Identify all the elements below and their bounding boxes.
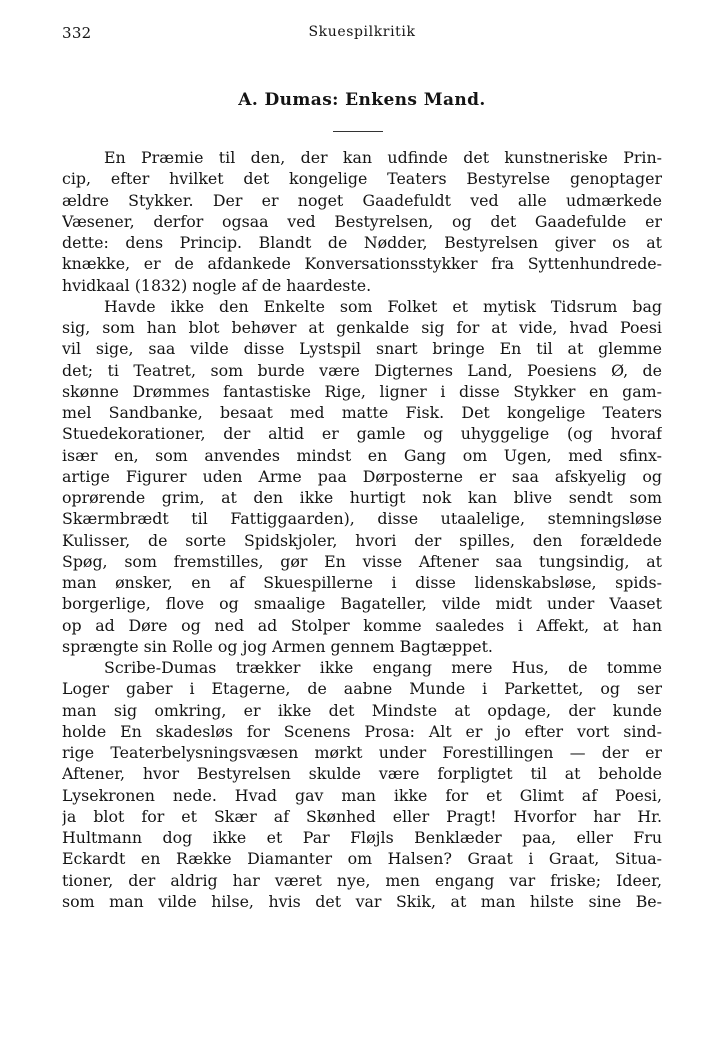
text-line: Scribe-Dumas trækker ikke engang mere Hus, de tomme	[104, 658, 662, 677]
article-title: A. Dumas: Enkens Mand.	[238, 90, 486, 110]
title-divider	[333, 131, 383, 132]
text-line: Eckardt en Række Diamanter om Halsen? Graat i Graat, Situa-	[62, 849, 662, 869]
text-line: borgerlige, flove og smaalige Bagateller, vilde midt under Vaaset	[62, 594, 662, 614]
page-number: 332	[62, 24, 92, 42]
text-line: især en, som anvendes mindst en Gang om Ugen, med sfinx-	[62, 445, 662, 465]
text-line: Havde ikke den Enkelte som Folket et mytisk Tidsrum bag	[104, 296, 662, 316]
text-line: vil sige, saa vilde disse Lystspil snart bringe En til at glemme	[62, 339, 662, 359]
text-line: mel Sandbanke, besaat med matte Fisk. Det kongelige Teaters	[62, 403, 662, 422]
text-line: Lysekronen nede. Hvad gav man ikke for et Glimt af Poesi,	[62, 785, 662, 805]
text-line: dette: dens Princip. Blandt de Nødder, Bestyrelsen giver os at	[62, 233, 662, 252]
text-line: tioner, der aldrig har været nye, men engang var friske; Ideer,	[62, 870, 662, 890]
text-line: cip, efter hvilket det kongelige Teaters Bestyrelse genoptager	[62, 169, 662, 189]
text-line: Spøg, som fremstilles, gør En visse Aftener saa tungsindig, at	[62, 551, 662, 571]
text-line: artige Figurer uden Arme paa Dørposterne er saa afskyelig og	[62, 466, 662, 486]
text-line: En Præmie til den, der kan udfinde det kunstneriske Prin-	[104, 148, 662, 167]
text-line: man sig omkring, er ikke det Mindste at opdage, der kunde	[62, 700, 662, 720]
text-line: holde En skadesløs for Scenens Prosa: Alt er jo efter vort sind-	[62, 721, 662, 741]
text-line: Stuedekorationer, der altid er gamle og uhyggelige (og hvoraf	[62, 424, 662, 444]
running-title: Skuespilkritik	[308, 24, 416, 40]
text-line: Skærmbrædt til Fattiggaarden), disse utaalelige, stemningsløse	[62, 509, 662, 529]
text-line: Aftener, hvor Bestyrelsen skulde være forpligtet til at beholde	[62, 764, 662, 784]
text-line: Væsener, derfor ogsaa ved Bestyrelsen, og det Gaadefulde er	[62, 211, 662, 231]
running-head	[62, 24, 662, 48]
text-line: knække, er de afdankede Konversationsstykker fra Syttenhundrede-	[62, 254, 662, 274]
text-line: ja blot for et Skær af Skønhed eller Pragt! Hvorfor har Hr.	[62, 806, 662, 826]
text-line: det; ti Teatret, som burde være Digternes Land, Poesiens Ø, de	[62, 360, 662, 380]
text-line: hvidkaal (1832) nogle af de haardeste.	[62, 275, 372, 295]
text-line: Hultmann dog ikke et Par Fløjls Benklæder paa, eller Fru	[62, 828, 662, 847]
text-line: oprørende grim, at den ikke hurtigt nok kan blive sendt som	[62, 488, 662, 507]
text-line: op ad Døre og ned ad Stolper komme saaledes i Affekt, at han	[62, 615, 662, 635]
text-line: som man vilde hilse, hvis det var Skik, at man hilste sine Be-	[62, 891, 662, 911]
article-body	[62, 147, 662, 912]
text-line: Loger gaber i Etagerne, de aabne Munde i Parkettet, og ser	[62, 679, 662, 699]
text-line: sprængte sin Rolle og jog Armen gennem Bagtæppet.	[62, 636, 493, 656]
text-line: sig, som han blot behøver at genkalde sig for at vide, hvad Poesi	[62, 318, 662, 337]
text-line: skønne Drømmes fantastiske Rige, ligner i disse Stykker en gam-	[62, 381, 662, 401]
text-line: man ønsker, en af Skuespillerne i disse lidenskabsløse, spids-	[62, 573, 662, 592]
text-line: Kulisser, de sorte Spidskjoler, hvori der spilles, den forældede	[62, 530, 662, 550]
text-line: rige Teaterbelysningsvæsen mørkt under Forestillingen — der er	[62, 743, 662, 762]
text-line: ældre Stykker. Der er noget Gaadefuldt ved alle udmærkede	[62, 190, 662, 210]
